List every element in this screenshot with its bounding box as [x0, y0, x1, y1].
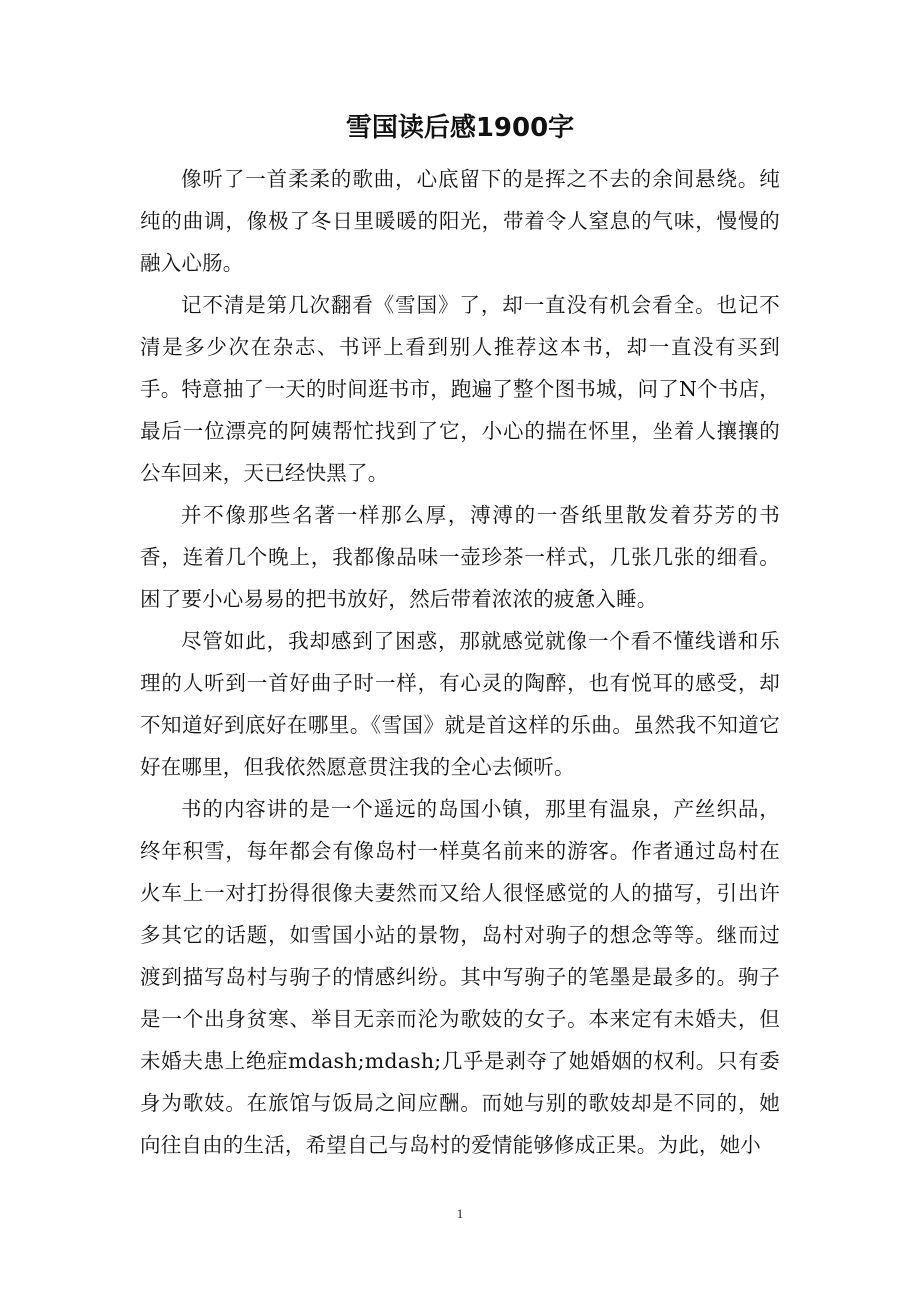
document-title: 雪国读后感1900字: [345, 113, 575, 143]
paragraph-1: 像听了一首柔柔的歌曲，心底留下的是挥之不去的余间悬绕。纯纯的曲调，像极了冬日里暖暖的阳光，带着令人窒息的气味，慢慢的融入心肠。: [140, 167, 780, 275]
document-body: [140, 158, 780, 1166]
paragraph-4: 尽管如此，我却感到了困惑，那就感觉就像一个看不懂线谱和乐理的人听到一首好曲子时一样，有心灵的陶醉，也有悦耳的感受，却不知道好到底好在哪里。《雪国》就是首这样的乐曲。虽然我不知道它好在哪里，但我依然愿意贯注我的全心去倾听。: [140, 629, 780, 779]
paragraph-5: 书的内容讲的是一个遥远的岛国小镇，那里有温泉，产丝织品，终年积雪，每年都会有像岛村一样莫名前来的游客。作者通过岛村在火车上一对打扮得很像夫妻然而又给人很怪感觉的人的描写，引出许多其它的话题，如雪国小站的景物，岛村对驹子的想念等等。继而过渡到描写岛村与驹子的情感纠纷。其中写驹子的笔墨是最多的。驹子是一个出身贫寒、举目无亲而沦为歌妓的女子。本来定有未婚夫，但未婚夫患上绝症mdash;mdash;几乎是剥夺了她婚姻的权利。只有委身为歌妓。在旅馆与饭局之间应酬。而她与别的歌妓却是不同的，她向往自由的生活，希望自己与岛村的爱情能够修成正果。为此，她小: [140, 797, 780, 1157]
paragraph-2: 记不清是第几次翻看《雪国》了，却一直没有机会看全。也记不清是多少次在杂志、书评上看到别人推荐这本书，却一直没有买到手。特意抽了一天的时间逛书市，跑遍了整个图书城，问了N个书店，最后一位漂亮的阿姨帮忙找到了它，小心的揣在怀里，坐着人攘攘的公车回来，天已经快黑了。: [140, 293, 780, 485]
paragraph-3: 并不像那些名著一样那么厚，溥溥的一沓纸里散发着芬芳的书香，连着几个晚上，我都像品味一壶珍茶一样式，几张几张的细看。困了要小心易易的把书放好，然后带着浓浓的疲惫入睡。: [140, 503, 780, 611]
page-number: 1: [456, 1206, 464, 1221]
